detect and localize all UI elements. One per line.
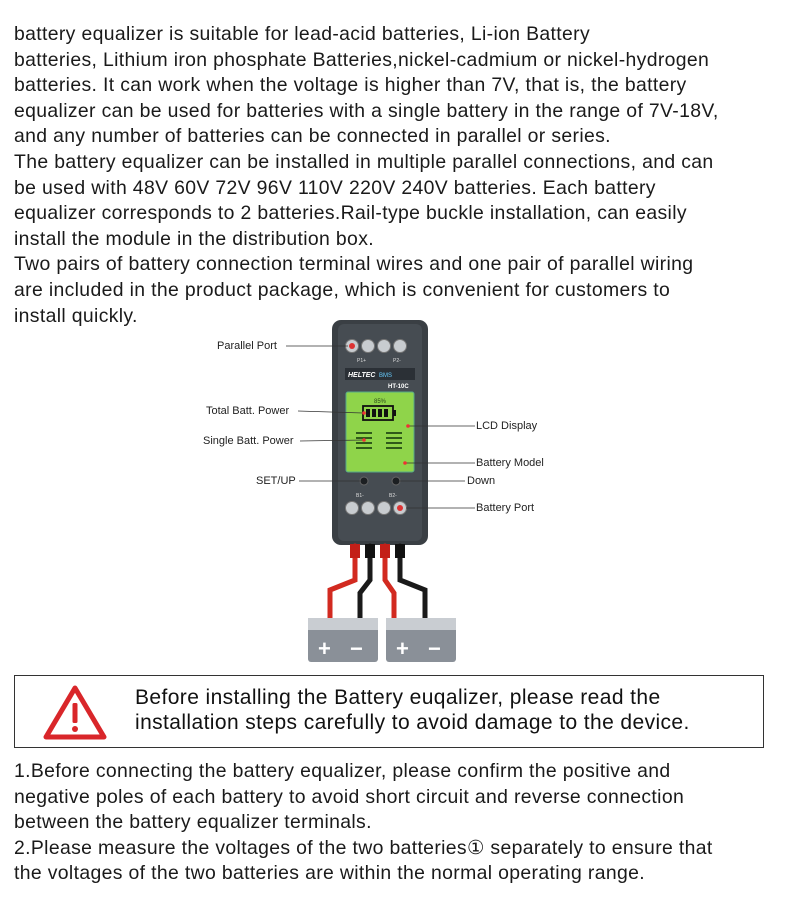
installation-steps: 1.Before connecting the battery equalizer, please confirm the positive and negative poles of each battery to avoid short circuit and reverse connection between the battery equalizer terminals. 2.Please measure the voltages of the two batteries① separately to ensure that the voltages of the two batteries are within the normal operating range. <box>14 760 713 885</box>
warning-triangle-icon <box>43 684 107 740</box>
label-down: Down <box>467 475 496 487</box>
brand-suffix: BMS <box>379 373 393 379</box>
p1-label: P1+ <box>357 358 367 364</box>
p2-label: P2- <box>393 358 401 364</box>
battery-left-plus: + <box>318 636 331 661</box>
battery-left-minus: − <box>350 636 363 661</box>
battery-left <box>308 618 378 662</box>
label-battery-model: Battery Model <box>476 457 544 469</box>
warning-box <box>14 675 764 748</box>
lcd-percent: 85% <box>374 399 387 405</box>
set-up-button <box>360 477 368 485</box>
model-label: HT-10C <box>388 384 409 390</box>
battery-right <box>386 618 456 662</box>
label-total-batt-power: Total Batt. Power <box>206 405 290 417</box>
b1-label: B1- <box>356 493 364 499</box>
label-parallel-port: Parallel Port <box>217 340 277 352</box>
brand-logo: HELTEC <box>348 372 376 379</box>
warning-text: Before installing the Battery euqalizer, please read the installation steps carefully to avoid damage to the device. <box>135 686 690 734</box>
label-lcd-display: LCD Display <box>476 420 538 432</box>
b2-label: B2- <box>389 493 397 499</box>
label-set-up: SET/UP <box>256 475 296 487</box>
battery-right-minus: − <box>428 636 441 661</box>
label-single-batt-power: Single Batt. Power <box>203 435 294 447</box>
battery-right-plus: + <box>396 636 409 661</box>
battery-wires <box>330 546 425 618</box>
battery-equalizer-diagram <box>180 318 610 668</box>
down-button <box>392 477 400 485</box>
label-battery-port: Battery Port <box>476 502 535 514</box>
intro-paragraph: battery equalizer is suitable for lead-acid batteries, Li-ion Battery batteries, Lithium iron phosphate Batteries,nickel-cadmium or nickel-hydrogen batteries. It can work when the voltage is higher than 7V, that is, the battery equalizer can be used for batteries with a single battery in the range of 7V-18V, and any number of batteries can be connected in parallel or series. The battery equalizer can be installed in multiple parallel connections, and can be used with 48V 60V 72V 96V 110V 220V 240V batteries. Each battery equalizer corresponds to 2 batteries.Rail-type buckle installation, can easily install the module in the distribution box. Two pairs of battery connection terminal wires and one pair of parallel wiring are included in the product package, which is convenient for customers to install quickly. <box>14 23 719 327</box>
